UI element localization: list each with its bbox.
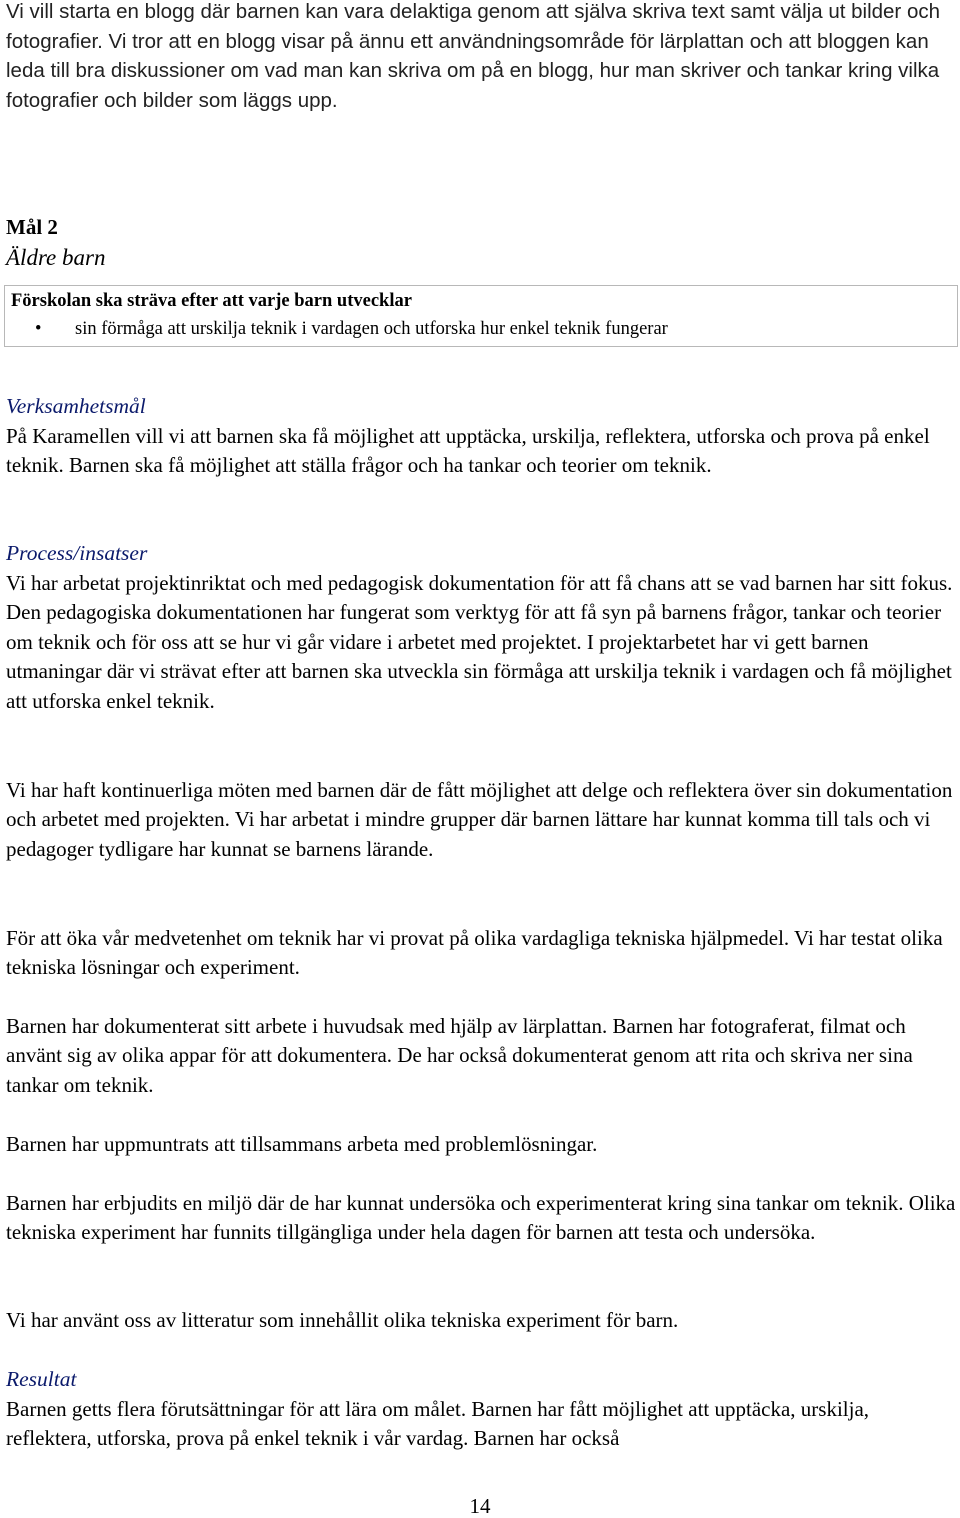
resultat-text: Barnen getts flera förutsättningar för att lära om målet. Barnen har fått möjlighet att upptäcka, urskilja, reflektera, utforska, prova på enkel teknik i vår vardag. Barnen har också	[6, 1397, 870, 1451]
bullet-icon: •	[35, 319, 42, 339]
verksamhetsmal-text: På Karamellen vill vi att barnen ska få möjlighet att upptäcka, urskilja, reflektera, utforska och prova på enkel teknik. Barnen ska få möjlighet att ställa frågor och ha tankar och teorier om teknik.	[6, 424, 930, 478]
resultat-heading: Resultat	[6, 1367, 77, 1391]
process-paragraph: Vi har haft kontinuerliga möten med barnen där de fått möjlighet att delge och reflektera över sin dokumentation och arbetet med projekten. Vi har arbetat i mindre grupper där barnen lättare har kunnat komma till tals och vi pedagoger tydligare har kunnat se barnens lärande.	[6, 778, 953, 861]
process-paragraph: Vi har arbetat projektinriktat och med pedagogisk dokumentation för att få chans att se vad barnen har sitt fokus. Den pedagogiska dokumentationen har fungerat som verktyg för att få syn på barnens frågor, tankar och teorier om teknik och för oss att se hur vi går vidare i arbetet med projektet. I projektarbetet har vi gett barnen utmaningar där vi strävat efter att barnen ska utveckla sin förmåga att urskilja teknik i vardagen och få möjlighet att utforska enkel teknik.	[6, 571, 953, 713]
verksamhetsmal-heading: Verksamhetsmål	[6, 394, 146, 418]
goal-box	[4, 285, 958, 347]
process-paragraph: Vi har använt oss av litteratur som innehållit olika tekniska experiment för barn.	[6, 1308, 679, 1332]
goal-bullet-text: sin förmåga att urskilja teknik i vardagen och utforska hur enkel teknik fungerar	[75, 319, 668, 339]
goal-bullet-item	[35, 317, 668, 341]
process-paragraph: Barnen har dokumenterat sitt arbete i huvudsak med hjälp av lärplattan. Barnen har fotograferat, filmat och använt sig av olika appar för att dokumentera. De har också dokumenterat genom att rita och skriva ner sina tankar om teknik.	[6, 1014, 913, 1097]
goal-box-title: Förskolan ska sträva efter att varje barn utvecklar	[11, 291, 412, 311]
goal-subtitle: Äldre barn	[6, 245, 106, 270]
page-number: 14	[469, 1494, 491, 1518]
process-paragraph: För att öka vår medvetenhet om teknik har vi provat på olika vardagliga tekniska hjälpmedel. Vi har testat olika tekniska lösningar och experiment.	[6, 926, 943, 980]
intro-paragraph: Vi vill starta en blogg där barnen kan vara delaktiga genom att själva skriva text samt välja ut bilder och fotografier. Vi tror att en blogg visar på ännu ett användningsområde för lärplattan och att bloggen kan leda till bra diskussioner om vad man kan skriva om på en blogg, hur man skriver och tankar kring vilka fotografier och bilder som läggs upp.	[6, 0, 941, 112]
process-paragraph: Barnen har uppmuntrats att tillsammans arbeta med problemlösningar.	[6, 1132, 598, 1156]
goal-title: Mål 2	[6, 215, 58, 239]
process-paragraph: Barnen har erbjudits en miljö där de har kunnat undersöka och experimenterat kring sina tankar om teknik. Olika tekniska experiment har funnits tillgängliga under hela dagen för barnen att testa och undersöka.	[6, 1191, 956, 1245]
process-heading: Process/insatser	[6, 541, 148, 565]
